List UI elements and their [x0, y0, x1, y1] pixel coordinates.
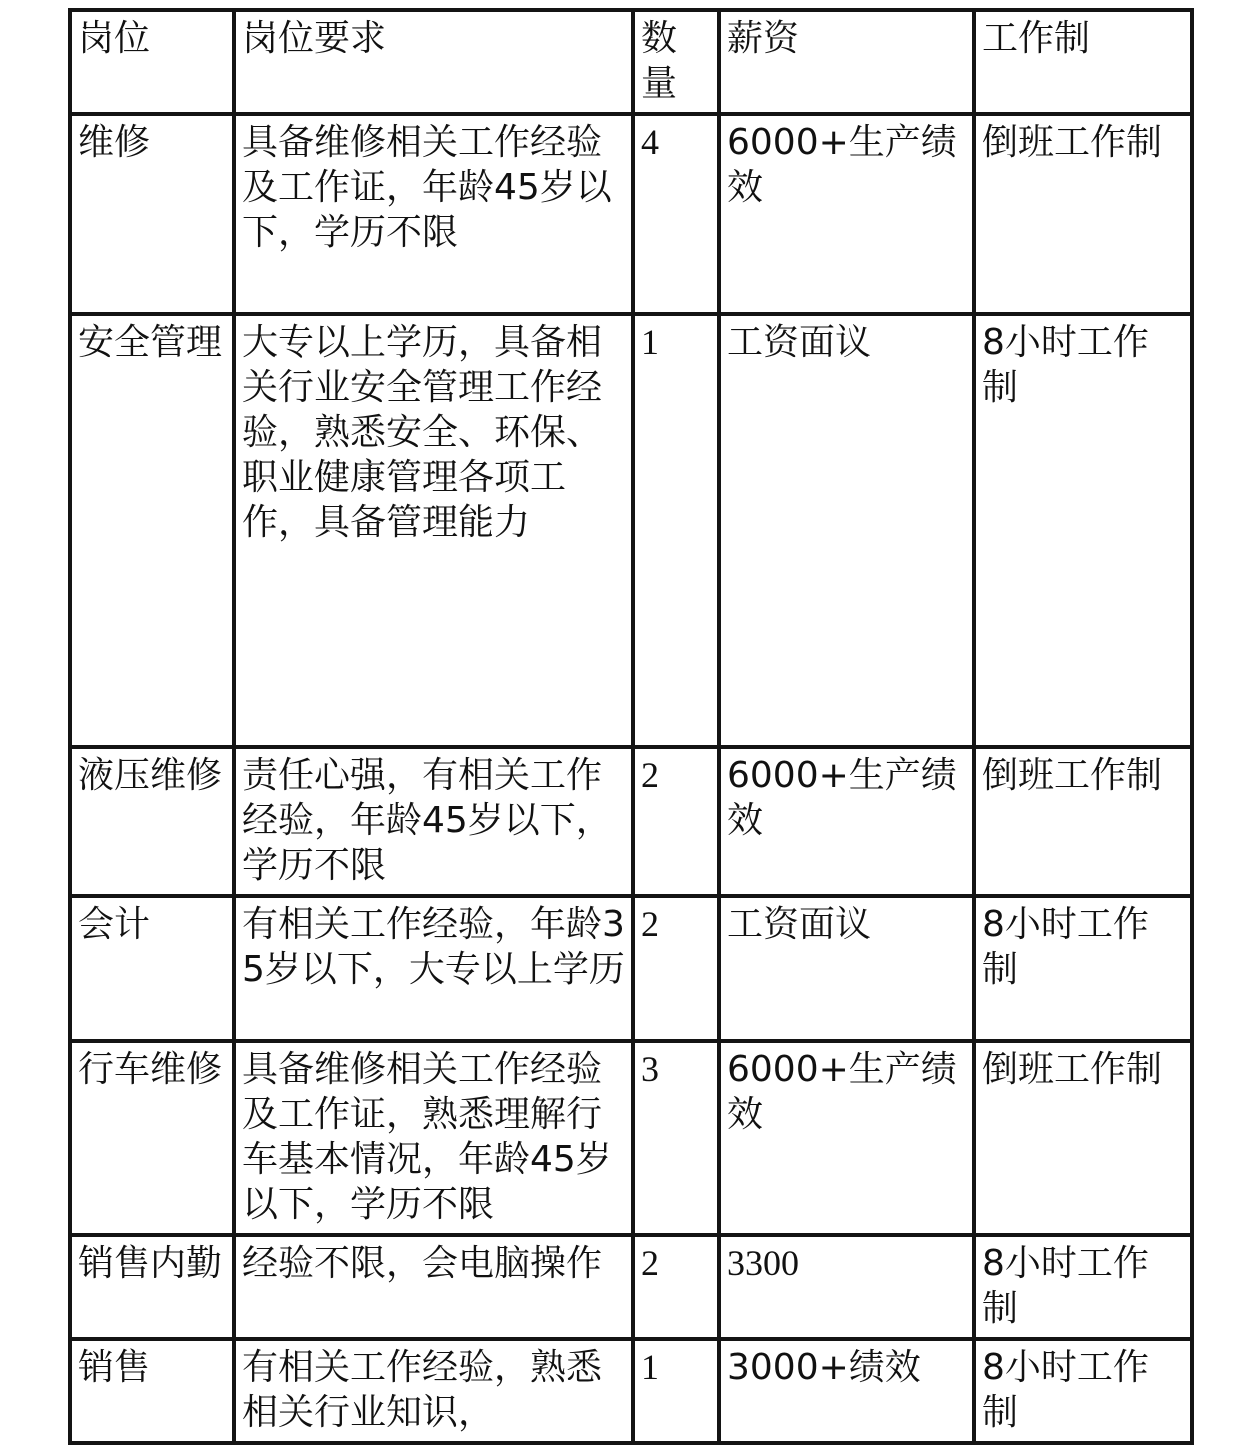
cell-position: 行车维修 — [70, 1041, 234, 1235]
header-salary: 薪资 — [719, 10, 974, 114]
cell-requirements: 有相关工作经验，年龄35岁以下，大专以上学历 — [234, 896, 633, 1041]
table-row — [70, 314, 1192, 747]
cell-position: 销售 — [70, 1339, 234, 1443]
cell-shift: 8小时工作制 — [974, 314, 1192, 747]
cell-salary: 3000+绩效 — [719, 1339, 974, 1443]
cell-requirements: 责任心强，有相关工作经验，年龄45岁以下，学历不限 — [234, 747, 633, 896]
cell-quantity: 2 — [633, 896, 719, 1041]
cell-shift: 8小时工作制 — [974, 1339, 1192, 1443]
header-shift: 工作制 — [974, 10, 1192, 114]
cell-position: 维修 — [70, 114, 234, 314]
cell-shift: 倒班工作制 — [974, 114, 1192, 314]
table-header-row — [70, 10, 1192, 114]
cell-position: 液压维修 — [70, 747, 234, 896]
cell-quantity: 2 — [633, 747, 719, 896]
cell-requirements: 具备维修相关工作经验及工作证，熟悉理解行车基本情况，年龄45岁以下，学历不限 — [234, 1041, 633, 1235]
cell-salary: 工资面议 — [719, 314, 974, 747]
cell-quantity: 4 — [633, 114, 719, 314]
header-requirements: 岗位要求 — [234, 10, 633, 114]
job-listing-table — [68, 8, 1194, 1445]
cell-salary: 3300 — [719, 1235, 974, 1339]
table-row — [70, 114, 1192, 314]
table-row — [70, 1235, 1192, 1339]
cell-requirements: 有相关工作经验，熟悉相关行业知识， — [234, 1339, 633, 1443]
cell-shift: 8小时工作制 — [974, 1235, 1192, 1339]
table-row — [70, 747, 1192, 896]
cell-quantity: 1 — [633, 1339, 719, 1443]
cell-salary: 工资面议 — [719, 896, 974, 1041]
cell-shift: 倒班工作制 — [974, 1041, 1192, 1235]
cell-salary: 6000+生产绩效 — [719, 747, 974, 896]
cell-quantity: 3 — [633, 1041, 719, 1235]
table-row — [70, 1041, 1192, 1235]
header-position: 岗位 — [70, 10, 234, 114]
cell-shift: 8小时工作制 — [974, 896, 1192, 1041]
cell-position: 销售内勤 — [70, 1235, 234, 1339]
cell-requirements: 具备维修相关工作经验及工作证，年龄45岁以下，学历不限 — [234, 114, 633, 314]
cell-salary: 6000+生产绩效 — [719, 1041, 974, 1235]
header-quantity: 数量 — [633, 10, 719, 114]
cell-quantity: 2 — [633, 1235, 719, 1339]
cell-requirements: 大专以上学历，具备相关行业安全管理工作经验，熟悉安全、环保、职业健康管理各项工作，具备管理能力 — [234, 314, 633, 747]
cell-position: 安全管理 — [70, 314, 234, 747]
cell-requirements: 经验不限，会电脑操作 — [234, 1235, 633, 1339]
table-row — [70, 896, 1192, 1041]
cell-shift: 倒班工作制 — [974, 747, 1192, 896]
cell-quantity: 1 — [633, 314, 719, 747]
cell-salary: 6000+生产绩效 — [719, 114, 974, 314]
cell-position: 会计 — [70, 896, 234, 1041]
